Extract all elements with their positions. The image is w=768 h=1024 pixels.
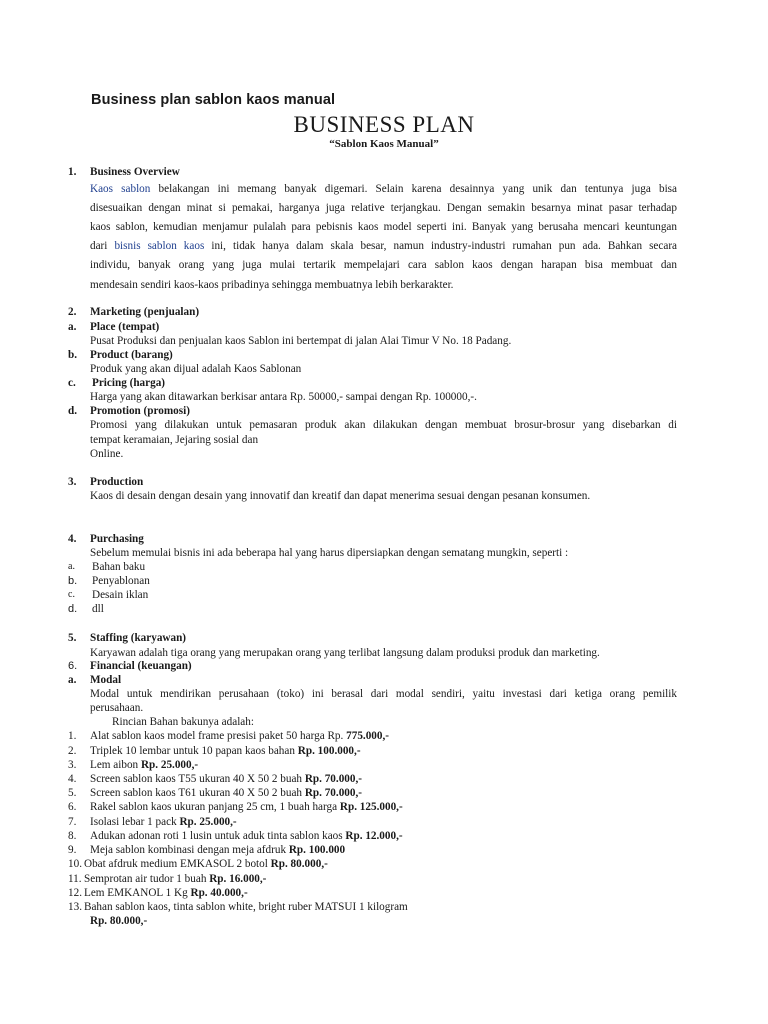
purchasing-item-b-marker: b.: [68, 575, 78, 587]
overview-line-5: individu, banyak orang yang juga mulai tertarik mempelajari cara sablon kaos dengan harapan bisa membuat dan: [90, 259, 677, 271]
overview-line-6: mendesain sendiri kaos-kaos pribadinya sehingga membuatnya lebih berkarakter.: [90, 279, 454, 291]
marketing-a-marker: a.: [68, 321, 77, 333]
modal-heading: Modal: [90, 674, 122, 686]
last-item-price: Rp. 80.000,-: [90, 915, 148, 927]
product-heading: Product (barang): [90, 349, 173, 361]
section-3-number: 3.: [68, 476, 77, 488]
cost-item-number: 12.: [68, 887, 82, 899]
cost-item-number: 10.: [68, 858, 82, 870]
section-1-heading: Business Overview: [90, 166, 180, 178]
promotion-line-3: Online.: [90, 448, 124, 460]
cost-item-number: 5.: [68, 787, 77, 799]
cost-item: Triplek 10 lembar untuk 10 papan kaos bahan Rp. 100.000,-: [90, 745, 361, 757]
overview-line-2: disesuaikan dengan minat si pemakai, harganya juga relative terjangkau. Dengan semakin besarnya minat pasar terhadap: [90, 202, 677, 214]
cost-item: Screen sablon kaos T55 ukuran 40 X 50 2 buah Rp. 70.000,-: [90, 773, 362, 785]
overview-line-3: kaos sablon, kemudian menjamur pulalah para pebisnis kaos model seperti ini. Banyak yang berusaha mencari keuntungan: [90, 221, 677, 233]
promotion-line-1: Promosi yang dilakukan untuk pemasaran produk akan dilakukan dengan membuat brosur-brosur yang disebarkan di: [90, 419, 677, 431]
cost-item-number: 1.: [68, 730, 77, 742]
promotion-heading: Promotion (promosi): [90, 405, 190, 417]
cost-item-number: 3.: [68, 759, 77, 771]
purchasing-item: dll: [92, 603, 104, 615]
purchasing-item: Bahan baku: [92, 561, 146, 573]
purchasing-item-a-marker: a.: [68, 561, 75, 572]
cost-item: Adukan adonan roti 1 lusin untuk aduk tinta sablon kaos Rp. 12.000,-: [90, 830, 403, 842]
cost-item: Meja sablon kombinasi dengan meja afdruk Rp. 100.000: [90, 844, 346, 856]
subtitle: “Sablon Kaos Manual”: [329, 138, 439, 150]
purchasing-item-d-marker: d.: [68, 603, 78, 615]
kaos-sablon-link[interactable]: Kaos sablon: [90, 183, 151, 195]
section-3-heading: Production: [90, 476, 144, 488]
cost-item-number: 8.: [68, 830, 77, 842]
cost-item-number: 7.: [68, 816, 77, 828]
rincian-label: Rincian Bahan bakunya adalah:: [112, 716, 254, 728]
cost-item-number: 9.: [68, 844, 77, 856]
document-title: Business plan sablon kaos manual: [91, 92, 336, 108]
section-2-heading: Marketing (penjualan): [90, 306, 200, 318]
purchasing-item-c-marker: c.: [68, 589, 75, 600]
place-text: Pusat Produksi dan penjualan kaos Sablon ini bertempat di jalan Alai Timur V No. 18 Padang.: [90, 335, 512, 347]
production-text: Kaos di desain dengan desain yang innovatif dan kreatif dan dapat menerima sesuai dengan pesanan konsumen.: [90, 490, 591, 502]
modal-line-2: perusahaan.: [90, 702, 144, 714]
cost-item-number: 11.: [68, 873, 82, 885]
section-6-heading: Financial (keuangan): [90, 660, 192, 672]
cost-item-number: 2.: [68, 745, 77, 757]
marketing-b-marker: b.: [68, 349, 78, 361]
cost-item: Obat afdruk medium EMKASOL 2 botol Rp. 80.000,-: [84, 858, 328, 870]
purchasing-item: Penyablonan: [92, 575, 150, 587]
cost-item-number: 13.: [68, 901, 82, 913]
marketing-d-marker: d.: [68, 405, 78, 417]
section-5-heading: Staffing (karyawan): [90, 632, 187, 644]
purchasing-item: Desain iklan: [92, 589, 149, 601]
marketing-c-marker: c.: [68, 377, 76, 389]
cost-item: Screen sablon kaos T61 ukuran 40 X 50 2 buah Rp. 70.000,-: [90, 787, 362, 799]
section-2-number: 2.: [68, 306, 77, 318]
cost-item: Bahan sablon kaos, tinta sablon white, bright ruber MATSUI 1 kilogram: [84, 901, 408, 913]
cost-item: Alat sablon kaos model frame presisi paket 50 harga Rp. 775.000,-: [90, 730, 390, 742]
cost-item: Rakel sablon kaos ukuran panjang 25 cm, 1 buah harga Rp. 125.000,-: [90, 801, 403, 813]
section-5-number: 5.: [68, 632, 77, 644]
cost-item: Isolasi lebar 1 pack Rp. 25.000,-: [90, 816, 237, 828]
promotion-line-2: tempat keramaian, Jejaring sosial dan: [90, 434, 259, 446]
place-heading: Place (tempat): [90, 321, 160, 333]
section-4-number: 4.: [68, 533, 77, 545]
cost-item-number: 6.: [68, 801, 77, 813]
bisnis-sablon-kaos-link[interactable]: bisnis sablon kaos: [114, 240, 205, 252]
purchasing-intro: Sebelum memulai bisnis ini ada beberapa hal yang harus dipersiapkan dengan sematang mungkin, seperti :: [90, 547, 569, 559]
overview-line-4: dari bisnis sablon kaos ini, tidak hanya dalam skala besar, namun industry-industri rumahan pun ada. Bahkan secara: [90, 240, 678, 252]
cost-item: Lem EMKANOL 1 Kg Rp. 40.000,-: [84, 887, 248, 899]
staffing-text: Karyawan adalah tiga orang yang merupakan orang yang terlibat langsung dalam produksi produk dan marketing.: [90, 647, 600, 659]
cost-item-number: 4.: [68, 773, 77, 785]
section-1-number: 1.: [68, 166, 77, 178]
product-text: Produk yang akan dijual adalah Kaos Sablonan: [90, 363, 302, 375]
cost-item: Semprotan air tudor 1 buah Rp. 16.000,-: [84, 873, 267, 885]
pricing-heading: Pricing (harga): [92, 377, 166, 389]
financial-a-marker: a.: [68, 674, 77, 686]
cost-item: Lem aibon Rp. 25.000,-: [90, 759, 199, 771]
overview-line-1: Kaos sablon belakangan ini memang banyak digemari. Selain karena desainnya yang unik dan tentunya juga bisa: [90, 183, 677, 195]
main-heading: BUSINESS PLAN: [293, 112, 475, 137]
modal-line-1: Modal untuk mendirikan perusahaan (toko) ini berasal dari modal sendiri, yaitu investasi dari ketiga orang pemilik: [90, 688, 677, 700]
section-6-number: 6.: [68, 660, 78, 672]
section-4-heading: Purchasing: [90, 533, 144, 545]
pricing-text: Harga yang akan ditawarkan berkisar antara Rp. 50000,- sampai dengan Rp. 100000,-.: [90, 391, 477, 403]
